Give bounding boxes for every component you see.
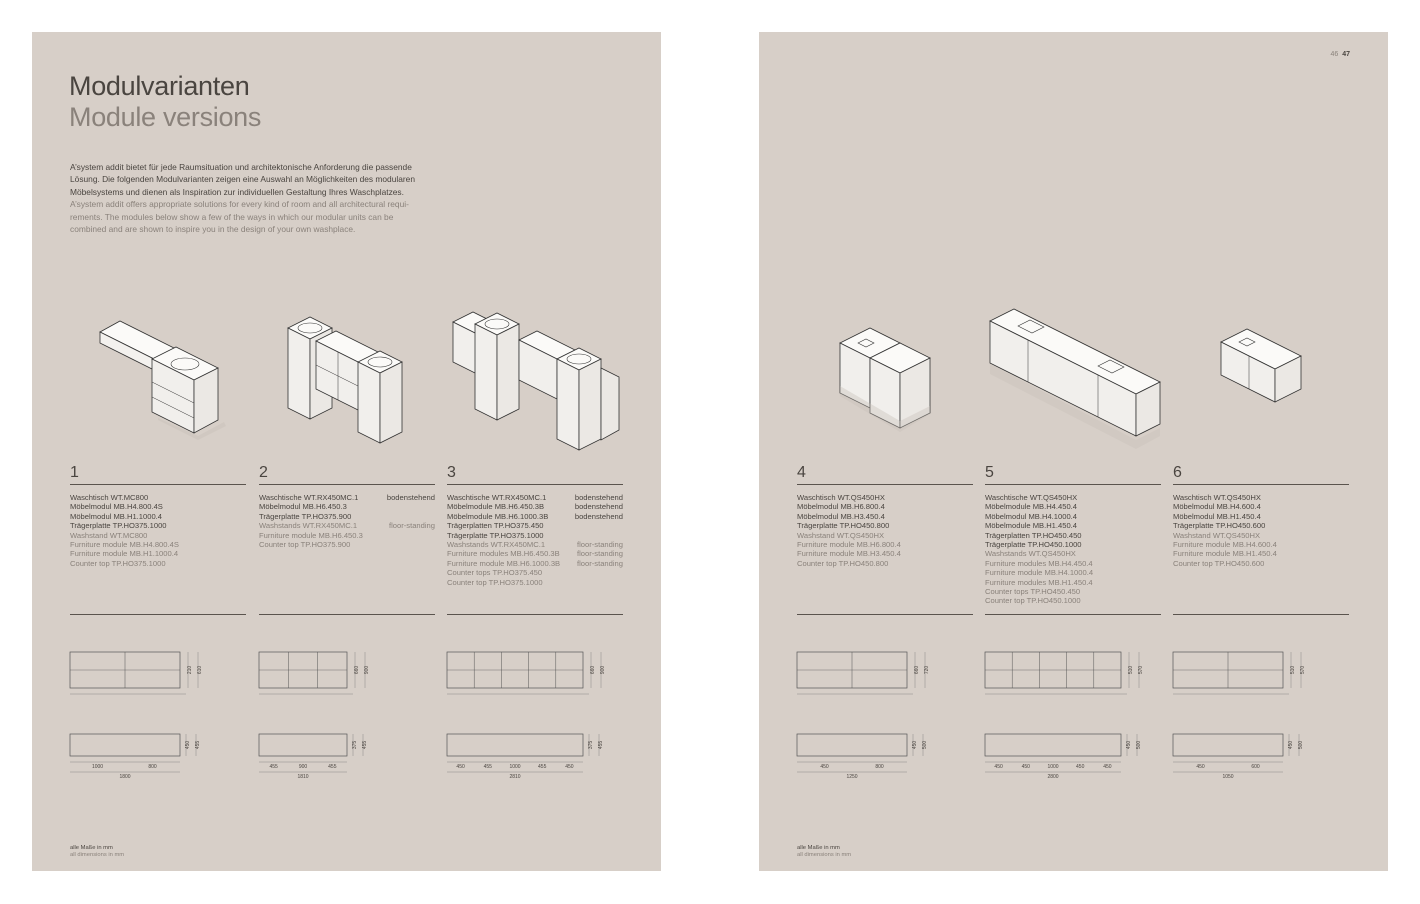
width-dimension-label: 450 <box>565 764 574 770</box>
page-numbers <box>1331 51 1350 58</box>
spec-row-de <box>985 531 1161 540</box>
spec-item: Furniture module MB.H6.450.3 <box>259 530 363 540</box>
spec-item: Counter tops TP.HO450.450 <box>985 587 1081 597</box>
variant-number: 2 <box>259 464 268 481</box>
spec-row-en <box>985 568 1161 577</box>
spec-row-de <box>70 512 246 521</box>
width-dimension-label: 1000 <box>1047 764 1059 770</box>
variant-number: 4 <box>797 464 806 481</box>
spec-row-en <box>797 540 973 549</box>
width-dimension-label: 455 <box>483 764 492 770</box>
total-width-label: 1250 <box>846 774 858 780</box>
variant-divider <box>447 484 623 485</box>
top-plan-drawing <box>797 732 947 782</box>
isometric-drawing-1 <box>98 320 228 440</box>
spec-item: Waschtisch WT.MC800 <box>70 493 149 502</box>
variant-spec-list <box>70 493 246 568</box>
spec-row-en <box>985 578 1161 587</box>
spec-row-en <box>259 531 435 540</box>
isometric-drawing-3 <box>451 310 621 450</box>
variant-bottom-divider <box>259 614 435 615</box>
spec-row-de <box>1173 512 1349 521</box>
spec-item: Möbelmodul MB.H3.450.4 <box>797 511 885 521</box>
spec-item: Counter top TP.HO375.1000 <box>70 558 166 568</box>
depth-dimension-label: 455 <box>598 740 604 750</box>
variant-number: 6 <box>1173 464 1182 481</box>
intro-text <box>70 161 450 235</box>
spec-item: Furniture module MB.H4.1000.4 <box>985 568 1094 578</box>
spec-row-en <box>447 540 623 549</box>
width-dimension-label: 600 <box>1251 764 1260 770</box>
spec-mounting: floor-standing <box>576 558 623 568</box>
spec-item: Möbelmodule MB.H6.450.3B <box>447 502 545 512</box>
width-dimension-label: 450 <box>1103 764 1112 770</box>
total-width-label: 1810 <box>297 774 309 780</box>
width-dimension-label: 455 <box>269 764 278 770</box>
spec-item: Trägerplatte TP.HO375.900 <box>259 511 352 521</box>
spec-item: Möbelmodule MB.H6.1000.3B <box>447 511 549 521</box>
height-dimension-label: 660 <box>914 665 920 675</box>
spec-mounting: bodenstehend <box>574 502 623 512</box>
variant-number: 1 <box>70 464 79 481</box>
spec-item: Trägerplatten TP.HO375.450 <box>447 521 544 531</box>
spec-row-de <box>70 521 246 530</box>
spec-mounting: bodenstehend <box>574 493 623 502</box>
spec-row-en <box>447 549 623 558</box>
spec-row-de <box>985 540 1161 549</box>
spec-item: Trägerplatten TP.HO450.450 <box>985 530 1082 540</box>
spec-item: Furniture module MB.H4.800.4S <box>70 540 179 550</box>
plan-outline <box>797 734 907 756</box>
footnote-right <box>797 845 851 859</box>
spec-row-en <box>1173 540 1349 549</box>
spec-mounting: floor-standing <box>576 549 623 559</box>
spec-row-de <box>1173 493 1349 502</box>
spec-row-de <box>1173 521 1349 530</box>
page-number-current: 47 <box>1342 51 1350 58</box>
total-width-label: 1050 <box>1222 774 1234 780</box>
spec-row-de <box>70 502 246 511</box>
spec-row-de <box>985 493 1161 502</box>
spec-item: Möbelmodule MB.H4.450.4 <box>985 502 1078 512</box>
variant-spec-list <box>985 493 1161 606</box>
variant-divider <box>70 484 246 485</box>
spec-row-de <box>447 493 623 502</box>
spec-item: Counter top TP.HO375.1000 <box>447 577 543 587</box>
total-width-label: 1800 <box>119 774 131 780</box>
width-dimension-label: 450 <box>1076 764 1085 770</box>
intro-line-de: Lösung. Die folgenden Modulvarianten zeigen eine Auswahl an Möglichkeiten des modularen <box>70 174 415 185</box>
height-dimension-label: 900 <box>364 665 370 675</box>
spec-row-de <box>259 493 435 502</box>
depth-dimension-label: 450 <box>185 740 191 750</box>
spec-item: Counter top TP.HO450.1000 <box>985 596 1081 606</box>
spec-row-en <box>985 596 1161 605</box>
variant-3 <box>447 463 623 587</box>
spec-row-en <box>1173 549 1349 558</box>
isometric-drawing-5 <box>988 304 1163 454</box>
spec-item: Furniture module MB.H3.450.4 <box>797 549 901 559</box>
total-width-label: 2800 <box>1047 774 1059 780</box>
footnote-en: all dimensions in mm <box>70 852 125 858</box>
spec-row-de <box>447 521 623 530</box>
spec-row-de <box>797 521 973 530</box>
spec-row-en <box>447 559 623 568</box>
height-dimension-label: 570 <box>1138 665 1144 675</box>
spec-item: Möbelmodule MB.H1.450.4 <box>985 521 1078 531</box>
spec-row-de <box>447 512 623 521</box>
front-elevation-drawing <box>985 648 1144 698</box>
variant-bottom-divider <box>447 614 623 615</box>
spec-row-de <box>985 502 1161 511</box>
spec-row-de <box>1173 502 1349 511</box>
variant-divider <box>797 484 973 485</box>
spec-row-en <box>259 521 435 530</box>
spec-row-de <box>70 493 246 502</box>
spec-item: Waschtische WT.RX450MC.1 <box>447 493 547 502</box>
variant-divider <box>1173 484 1349 485</box>
spec-item: Furniture module MB.H6.1000.3B <box>447 558 561 568</box>
top-plan-drawing <box>70 732 220 782</box>
variant-1 <box>70 463 246 568</box>
variant-bottom-divider <box>985 614 1161 615</box>
variant-spec-list <box>797 493 973 568</box>
intro-line-de: A’system addit bietet für jede Raumsituation und architektonische Anforderung die passende <box>70 162 412 172</box>
plan-outline <box>447 734 583 756</box>
spec-row-de <box>447 502 623 511</box>
height-dimension-label: 570 <box>1300 665 1306 675</box>
spec-item: Counter top TP.HO375.900 <box>259 540 351 550</box>
spec-item: Möbelmodul MB.H6.800.4 <box>797 502 885 512</box>
top-plan-drawing <box>985 732 1142 782</box>
isometric-drawing-6 <box>1219 328 1309 408</box>
spec-item: Furniture module MB.H4.600.4 <box>1173 540 1277 550</box>
spec-row-de <box>985 512 1161 521</box>
width-dimension-label: 450 <box>456 764 465 770</box>
depth-dimension-label: 375 <box>352 740 358 750</box>
spec-item: Washstand WT.QS450HX <box>1173 530 1261 540</box>
spec-item: Möbelmodul MB.H1.1000.4 <box>70 511 163 521</box>
height-dimension-label: 610 <box>197 665 203 675</box>
isometric-drawing-2 <box>286 316 416 446</box>
footnote-de: alle Maße in mm <box>797 845 840 851</box>
variant-bottom-divider <box>797 614 973 615</box>
spec-item: Furniture modules MB.H4.450.4 <box>985 558 1093 568</box>
variant-spec-list <box>1173 493 1349 568</box>
spec-item: Counter top TP.HO450.600 <box>1173 558 1265 568</box>
height-dimension-label: 210 <box>187 665 193 675</box>
spec-row-en <box>985 587 1161 596</box>
depth-dimension-label: 375 <box>588 740 594 750</box>
spec-item: Waschtische WT.RX450MC.1 <box>259 493 359 502</box>
spec-item: Möbelmodul MB.H4.800.4S <box>70 502 163 512</box>
front-elevation-drawing <box>797 648 930 698</box>
width-dimension-label: 455 <box>328 764 337 770</box>
depth-dimension-label: 450 <box>1126 740 1132 750</box>
plan-outline <box>1173 734 1283 756</box>
depth-dimension-label: 500 <box>922 740 928 750</box>
spec-item: Waschtische WT.QS450HX <box>985 493 1078 502</box>
spec-row-en <box>797 559 973 568</box>
spec-item: Furniture module MB.H6.800.4 <box>797 540 901 550</box>
front-elevation-drawing <box>259 648 389 698</box>
width-dimension-label: 450 <box>994 764 1003 770</box>
spec-row-en <box>447 568 623 577</box>
spec-mounting: bodenstehend <box>574 511 623 521</box>
spec-item: Washstands WT.RX450MC.1 <box>447 540 546 550</box>
spec-row-en <box>1173 531 1349 540</box>
spec-row-de <box>447 531 623 540</box>
front-elevation-drawing <box>1173 648 1306 698</box>
spec-item: Furniture modules MB.H1.450.4 <box>985 577 1093 587</box>
variant-divider <box>259 484 435 485</box>
spec-row-de <box>797 502 973 511</box>
isometric-drawing-4 <box>838 326 938 446</box>
variant-divider <box>985 484 1161 485</box>
height-dimension-label: 720 <box>924 665 930 675</box>
spec-item: Washstand WT.QS450HX <box>797 530 885 540</box>
width-dimension-label: 800 <box>875 764 884 770</box>
width-dimension-label: 900 <box>298 764 308 770</box>
spec-row-en <box>985 559 1161 568</box>
plan-outline <box>259 734 347 756</box>
plan-outline <box>985 734 1121 756</box>
intro-line-en: A’system addit offers appropriate solutions for every kind of room and all architectural requi- <box>70 199 409 210</box>
spec-row-en <box>259 540 435 549</box>
spec-row-en <box>797 531 973 540</box>
height-dimension-label: 510 <box>1128 665 1134 675</box>
variant-4 <box>797 463 973 568</box>
page-number-prev: 46 <box>1330 51 1339 58</box>
page-title-de: Modulvarianten <box>69 71 250 101</box>
spec-item: Möbelmodul MB.H1.450.4 <box>1173 511 1261 521</box>
depth-dimension-label: 455 <box>195 740 201 750</box>
depth-dimension-label: 450 <box>1288 740 1294 750</box>
width-dimension-label: 450 <box>1021 764 1030 770</box>
depth-dimension-label: 450 <box>912 740 918 750</box>
width-dimension-label: 450 <box>1196 764 1205 770</box>
variant-5 <box>985 463 1161 606</box>
top-plan-drawing <box>259 732 409 782</box>
spec-item: Waschtisch WT.QS450HX <box>1173 493 1261 502</box>
spec-row-en <box>985 549 1161 558</box>
variant-bottom-divider <box>1173 614 1349 615</box>
footnote-left <box>70 845 124 859</box>
spec-item: Furniture module MB.H1.1000.4 <box>70 549 179 559</box>
top-plan-drawing <box>447 732 604 782</box>
width-dimension-label: 1000 <box>91 764 104 770</box>
spec-item: Washstands WT.RX450MC.1 <box>259 521 358 531</box>
spec-row-en <box>70 540 246 549</box>
plan-outline <box>70 734 180 756</box>
total-width-label: 2810 <box>509 774 521 780</box>
variant-bottom-divider <box>70 614 246 615</box>
spec-item: Washstand WT.MC800 <box>70 530 148 540</box>
intro-line-en: rements. The modules below show a few of the ways in which our modular units can be <box>70 211 394 222</box>
intro-line-de: Möbelsystems und dienen als Inspiration zur individuellen Gestaltung Ihres Waschplatzes. <box>70 186 404 197</box>
spec-item: Trägerplatte TP.HO375.1000 <box>447 530 544 540</box>
intro-line-en: combined and are shown to inspire you in the design of your own washplace. <box>70 224 356 235</box>
variant-6 <box>1173 463 1349 568</box>
width-dimension-label: 455 <box>538 764 547 770</box>
top-plan-drawing <box>1173 732 1323 782</box>
spec-mounting: floor-standing <box>388 521 435 531</box>
spec-item: Möbelmodul MB.H4.600.4 <box>1173 502 1261 512</box>
spec-item: Waschtisch WT.QS450HX <box>797 493 885 502</box>
spec-row-en <box>70 531 246 540</box>
variant-spec-list <box>447 493 623 587</box>
front-elevation-drawing <box>447 648 606 698</box>
spec-item: Washstands WT.QS450HX <box>985 549 1076 559</box>
height-dimension-label: 660 <box>590 665 596 675</box>
height-dimension-label: 900 <box>600 665 606 675</box>
spec-item: Furniture module MB.H1.450.4 <box>1173 549 1277 559</box>
width-dimension-label: 1000 <box>509 764 521 770</box>
spec-item: Trägerplatte TP.HO450.800 <box>797 521 890 531</box>
spec-row-en <box>70 549 246 558</box>
page-title-en: Module versions <box>69 102 262 132</box>
spec-item: Trägerplatte TP.HO450.1000 <box>985 540 1082 550</box>
spec-mounting: floor-standing <box>576 540 623 550</box>
height-dimension-label: 660 <box>354 665 360 675</box>
spec-row-en <box>447 578 623 587</box>
spec-row-de <box>797 493 973 502</box>
spec-item: Möbelmodul MB.H6.450.3 <box>259 502 347 512</box>
width-dimension-label: 450 <box>820 764 829 770</box>
variant-number: 3 <box>447 464 456 481</box>
spec-item: Trägerplatte TP.HO450.600 <box>1173 521 1266 531</box>
depth-dimension-label: 500 <box>1136 740 1142 750</box>
spec-item: Furniture modules MB.H6.450.3B <box>447 549 560 559</box>
depth-dimension-label: 500 <box>1298 740 1304 750</box>
variant-2 <box>259 463 435 549</box>
spec-item: Counter tops TP.HO375.450 <box>447 568 543 578</box>
spec-row-en <box>797 549 973 558</box>
spec-row-en <box>70 559 246 568</box>
footnote-de: alle Maße in mm <box>70 845 113 851</box>
depth-dimension-label: 455 <box>362 740 368 750</box>
spec-row-de <box>259 512 435 521</box>
spec-item: Counter top TP.HO450.800 <box>797 558 889 568</box>
spec-item: Trägerplatte TP.HO375.1000 <box>70 521 167 531</box>
spec-row-en <box>1173 559 1349 568</box>
variant-number: 5 <box>985 464 994 481</box>
spec-row-de <box>985 521 1161 530</box>
spec-item: Möbelmodul MB.H4.1000.4 <box>985 511 1078 521</box>
footnote-en: all dimensions in mm <box>797 852 852 858</box>
width-dimension-label: 800 <box>148 764 157 770</box>
spec-row-de <box>259 502 435 511</box>
variant-spec-list <box>259 493 435 549</box>
front-elevation-drawing <box>70 648 203 698</box>
spec-mounting: bodenstehend <box>386 493 435 502</box>
spec-row-de <box>797 512 973 521</box>
height-dimension-label: 510 <box>1290 665 1296 675</box>
